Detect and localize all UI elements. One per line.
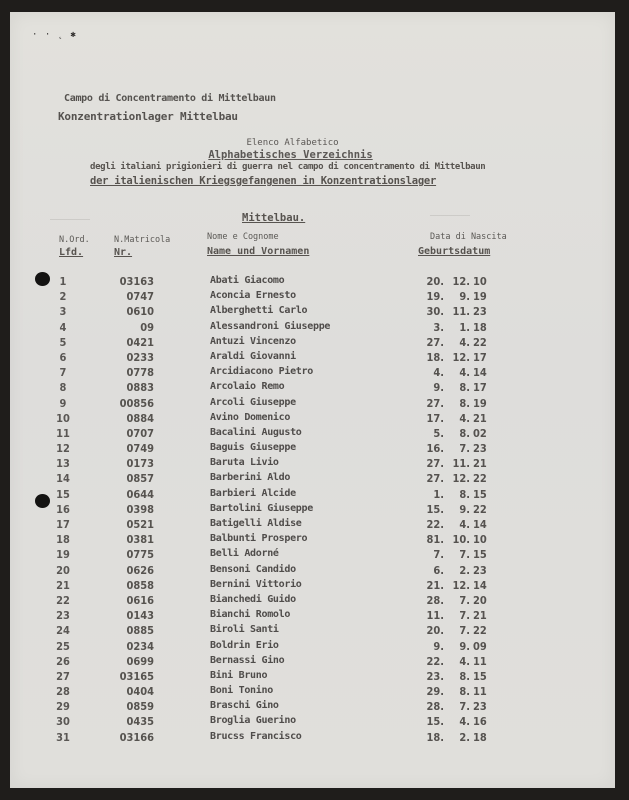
table-row: [10, 670, 615, 685]
matricola-number: 0778: [126, 366, 154, 380]
birth-year: 21: [473, 411, 487, 425]
birth-day: 1 .: [420, 488, 444, 501]
birth-month: 8 .: [448, 488, 470, 501]
matricola-number: 0884: [126, 411, 154, 425]
table-row: [10, 488, 615, 503]
matricola-number: 0610: [126, 305, 154, 319]
birth-year: 14: [473, 366, 487, 380]
birth-day: 5 .: [420, 427, 444, 440]
birth-month: 7 .: [448, 609, 470, 622]
matricola-number: 0404: [126, 685, 154, 699]
birth-day: 22 .: [420, 655, 444, 668]
birth-month: 2 .: [448, 731, 470, 744]
birth-month: 7 .: [448, 594, 470, 607]
matricola-number: 03163: [119, 275, 154, 288]
birth-month: 1 .: [448, 321, 470, 334]
matricola-number: 0521: [126, 518, 154, 531]
matricola-number: 0435: [126, 715, 154, 729]
column-header-matricola-german: Nr.: [114, 247, 133, 258]
table-row: [10, 336, 615, 351]
birth-day: 9 .: [420, 381, 444, 394]
birth-year: 22: [473, 624, 487, 638]
column-header-ord-italian: N.Ord.: [59, 235, 90, 245]
prisoner-name: Bianchi Romolo: [210, 609, 291, 621]
prisoner-name: Brucss Francisco: [210, 730, 302, 742]
birth-day: 7 .: [420, 548, 444, 561]
prisoner-name: Antuzi Vincenzo: [210, 335, 296, 347]
subtitle-italian: degli italiani prigionieri di guerra nel campo di concentramento di Mittelbaun: [90, 162, 486, 172]
birth-day: 19 .: [420, 290, 444, 303]
prisoner-name: Barberini Aldo: [210, 472, 291, 484]
birth-month: 10 .: [448, 533, 470, 546]
prisoner-name: Baguis Giuseppe: [210, 442, 296, 454]
birth-month: 9 .: [448, 503, 470, 516]
column-header-ord-german: Lfd.: [59, 247, 84, 258]
birth-year: 14: [473, 578, 487, 592]
table-row: [10, 503, 615, 518]
matricola-number: 0859: [126, 700, 154, 714]
prisoner-name: Bacalini Augusto: [210, 426, 302, 438]
birth-day: 11 .: [420, 609, 444, 622]
table-row: [10, 731, 615, 746]
prisoner-name: Bini Bruno: [210, 669, 268, 681]
birth-year: 22: [473, 472, 487, 486]
table-row: [10, 366, 615, 381]
birth-month: 11 .: [448, 305, 470, 318]
prisoner-name: Bartolini Giuseppe: [210, 502, 313, 514]
birth-year: 11: [473, 685, 487, 699]
table-row: [10, 397, 615, 412]
birth-year: 15: [473, 487, 487, 501]
row-number: 14: [56, 472, 70, 486]
matricola-number: 0858: [126, 578, 154, 592]
birth-day: 20 .: [420, 624, 444, 637]
birth-year: 21: [473, 609, 487, 623]
row-number: 13: [56, 457, 70, 471]
row-number: 24: [56, 624, 70, 638]
birth-year: 18: [473, 320, 487, 334]
prisoner-name: Aconcia Ernesto: [210, 290, 296, 302]
row-number: 11: [56, 426, 70, 440]
table-row: [10, 305, 615, 320]
birth-month: 4 .: [448, 366, 470, 379]
column-header-matricola-italian: N.Matricola: [114, 235, 171, 245]
birth-year: 10: [473, 275, 487, 288]
table-row: [10, 700, 615, 715]
prisoner-name: Arcoli Giuseppe: [210, 396, 296, 408]
birth-year: 11: [473, 654, 487, 668]
birth-year: 09: [473, 639, 487, 653]
birth-year: 14: [473, 518, 487, 531]
birth-month: 7 .: [448, 442, 470, 455]
birth-year: 20: [473, 593, 487, 607]
row-number: 2: [59, 290, 67, 304]
birth-day: 81 .: [420, 533, 444, 546]
corner-ink-mark: · · ˛ ✱: [32, 30, 77, 40]
prisoner-name: Balbunti Prospero: [210, 533, 308, 545]
matricola-number: 0626: [126, 563, 154, 577]
birth-day: 23 .: [420, 670, 444, 683]
row-number: 27: [56, 669, 70, 683]
birth-day: 4 .: [420, 366, 444, 379]
birth-year: 02: [473, 426, 487, 440]
prisoner-name: Broglia Guerino: [210, 715, 296, 727]
row-number: 25: [56, 639, 70, 653]
birth-year: 23: [473, 305, 487, 319]
table-row: [10, 564, 615, 579]
birth-day: 3 .: [420, 321, 444, 334]
prisoner-name: Boldrin Erio: [210, 639, 279, 651]
matricola-number: 0885: [126, 624, 154, 638]
column-header-birthdate-german: Geburtsdatum: [418, 246, 491, 257]
birth-year: 22: [473, 502, 487, 516]
table-row: [10, 321, 615, 336]
table-row: [10, 655, 615, 670]
prisoner-name: Alessandroni Giuseppe: [210, 320, 331, 332]
faint-rule: [430, 215, 470, 216]
prisoner-name: Araldi Giovanni: [210, 350, 296, 362]
birth-year: 17: [473, 381, 487, 395]
birth-day: 27 .: [420, 457, 444, 470]
row-number: 21: [56, 578, 70, 592]
table-row: [10, 579, 615, 594]
prisoner-name: Baruta Livio: [210, 457, 279, 469]
birth-month: 12 .: [448, 351, 470, 364]
birth-month: 4 .: [448, 655, 470, 668]
birth-day: 21 .: [420, 579, 444, 592]
prisoner-name: Bensoni Candido: [210, 563, 296, 575]
birth-year: 23: [473, 563, 487, 577]
table-row: [10, 442, 615, 457]
prisoner-name: Avino Domenico: [210, 411, 291, 423]
birth-day: 15 .: [420, 503, 444, 516]
row-number: 6: [59, 350, 67, 364]
birth-day: 28 .: [420, 700, 444, 713]
birth-month: 2 .: [448, 564, 470, 577]
prisoner-name: Abati Giacomo: [210, 275, 285, 286]
matricola-number: 0707: [126, 426, 154, 440]
birth-month: 4 .: [448, 412, 470, 425]
row-number: 26: [56, 654, 70, 668]
prisoner-name: Bernini Vittorio: [210, 578, 302, 590]
camp-name-italian: Campo di Concentramento di Mittelbaun: [64, 93, 276, 104]
birth-month: 4 .: [448, 518, 470, 531]
table-row: [10, 457, 615, 472]
row-number: 19: [56, 548, 70, 562]
table-row: [10, 427, 615, 442]
prisoner-list: [10, 275, 615, 746]
row-number: 18: [56, 533, 70, 547]
column-header-name-german: Name und Vornamen: [207, 246, 310, 257]
matricola-number: 0143: [126, 609, 154, 623]
row-number: 12: [56, 442, 70, 456]
birth-year: 23: [473, 700, 487, 714]
birth-year: 21: [473, 457, 487, 471]
matricola-number: 0747: [126, 290, 154, 304]
document-page: [10, 12, 615, 788]
birth-year: 15: [473, 669, 487, 683]
prisoner-name: Alberghetti Carlo: [210, 305, 308, 317]
row-number: 3: [59, 305, 67, 319]
table-row: [10, 381, 615, 396]
table-row: [10, 685, 615, 700]
birth-day: 30 .: [420, 305, 444, 318]
matricola-number: 03166: [119, 730, 154, 744]
birth-month: 4 .: [448, 336, 470, 349]
table-row: [10, 624, 615, 639]
matricola-number: 0398: [126, 502, 154, 516]
matricola-number: 00856: [119, 396, 154, 410]
faint-rule: [50, 219, 90, 220]
matricola-number: 0173: [126, 457, 154, 471]
matricola-number: 03165: [119, 669, 154, 683]
row-number: 17: [56, 518, 70, 531]
birth-year: 17: [473, 350, 487, 364]
table-row: [10, 640, 615, 655]
birth-month: 4 .: [448, 715, 470, 728]
birth-day: 18 .: [420, 351, 444, 364]
table-row: [10, 412, 615, 427]
column-header-name-italian: Nome e Cognome: [207, 232, 279, 242]
prisoner-name: Bernassi Gino: [210, 654, 285, 666]
row-number: 8: [59, 381, 67, 395]
table-row: [10, 715, 615, 730]
birth-month: 8 .: [448, 381, 470, 394]
table-row: [10, 594, 615, 609]
birth-month: 7 .: [448, 700, 470, 713]
birth-day: 15 .: [420, 715, 444, 728]
row-number: 9: [59, 396, 67, 410]
subtitle-german: der italienischen Kriegsgefangenen in Konzentrationslager: [90, 175, 437, 187]
birth-day: 17 .: [420, 412, 444, 425]
matricola-number: 0233: [126, 350, 154, 364]
birth-month: 8 .: [448, 670, 470, 683]
prisoner-name: Belli Adorné: [210, 548, 279, 560]
matricola-number: 0699: [126, 654, 154, 668]
birth-year: 15: [473, 548, 487, 562]
prisoner-name: Biroli Santi: [210, 624, 279, 636]
birth-month: 8 .: [448, 427, 470, 440]
birth-month: 8 .: [448, 685, 470, 698]
matricola-number: 0883: [126, 381, 154, 395]
birth-year: 22: [473, 335, 487, 349]
row-number: 31: [56, 730, 70, 744]
birth-month: 11 .: [448, 457, 470, 470]
prisoner-name: Arcolaio Remo: [210, 381, 285, 393]
birth-day: 6 .: [420, 564, 444, 577]
table-row: [10, 548, 615, 563]
table-row: [10, 290, 615, 305]
table-row: [10, 518, 615, 533]
column-header-birthdate-italian: Data di Nascita: [430, 232, 507, 242]
birth-month: 7 .: [448, 624, 470, 637]
matricola-number: 09: [140, 320, 154, 334]
row-number: 1: [59, 275, 67, 288]
camp-name-german: Konzentrationlager Mittelbau: [58, 110, 238, 123]
prisoner-name: Bianchedi Guido: [210, 593, 296, 605]
row-number: 29: [56, 700, 70, 714]
row-number: 22: [56, 593, 70, 607]
row-number: 20: [56, 563, 70, 577]
prisoner-name: Braschi Gino: [210, 700, 279, 712]
birth-month: 7 .: [448, 548, 470, 561]
prisoner-name: Arcidiacono Pietro: [210, 366, 313, 378]
prisoner-name: Barbieri Alcide: [210, 487, 296, 499]
prisoner-name: Boni Tonino: [210, 685, 273, 697]
matricola-number: 0749: [126, 442, 154, 456]
row-number: 5: [59, 335, 67, 349]
row-number: 15: [56, 487, 70, 501]
birth-year: 16: [473, 715, 487, 729]
table-row: [10, 351, 615, 366]
birth-day: 18 .: [420, 731, 444, 744]
birth-day: 16 .: [420, 442, 444, 455]
birth-month: 8 .: [448, 397, 470, 410]
row-number: 30: [56, 715, 70, 729]
table-row: [10, 472, 615, 487]
birth-year: 10: [473, 533, 487, 547]
birth-day: 9 .: [420, 640, 444, 653]
birth-month: 12 .: [448, 472, 470, 485]
prisoner-name: Batigelli Aldise: [210, 518, 302, 529]
birth-year: 19: [473, 290, 487, 304]
birth-month: 9 .: [448, 640, 470, 653]
table-row: [10, 275, 615, 290]
birth-year: 19: [473, 396, 487, 410]
table-row: [10, 609, 615, 624]
birth-year: 23: [473, 442, 487, 456]
table-row: [10, 533, 615, 548]
birth-month: 12 .: [448, 275, 470, 288]
birth-month: 12 .: [448, 579, 470, 592]
row-number: 10: [56, 411, 70, 425]
matricola-number: 0775: [126, 548, 154, 562]
matricola-number: 0381: [126, 533, 154, 547]
birth-year: 18: [473, 730, 487, 744]
row-number: 4: [59, 320, 67, 334]
birth-month: 9 .: [448, 290, 470, 303]
subtitle-place: Mittelbau.: [242, 212, 306, 224]
matricola-number: 0644: [126, 487, 154, 501]
birth-day: 29 .: [420, 685, 444, 698]
matricola-number: 0616: [126, 593, 154, 607]
birth-day: 27 .: [420, 397, 444, 410]
birth-day: 27 .: [420, 472, 444, 485]
title-italian: Elenco Alfabetico: [246, 138, 339, 148]
row-number: 7: [59, 366, 67, 380]
birth-day: 22 .: [420, 518, 444, 531]
row-number: 28: [56, 685, 70, 699]
matricola-number: 0857: [126, 472, 154, 486]
matricola-number: 0421: [126, 335, 154, 349]
birth-day: 27 .: [420, 336, 444, 349]
row-number: 16: [56, 502, 70, 516]
matricola-number: 0234: [126, 639, 154, 653]
birth-day: 28 .: [420, 594, 444, 607]
title-german: Alphabetisches Verzeichnis: [208, 149, 373, 161]
birth-day: 20 .: [420, 275, 444, 288]
row-number: 23: [56, 609, 70, 623]
